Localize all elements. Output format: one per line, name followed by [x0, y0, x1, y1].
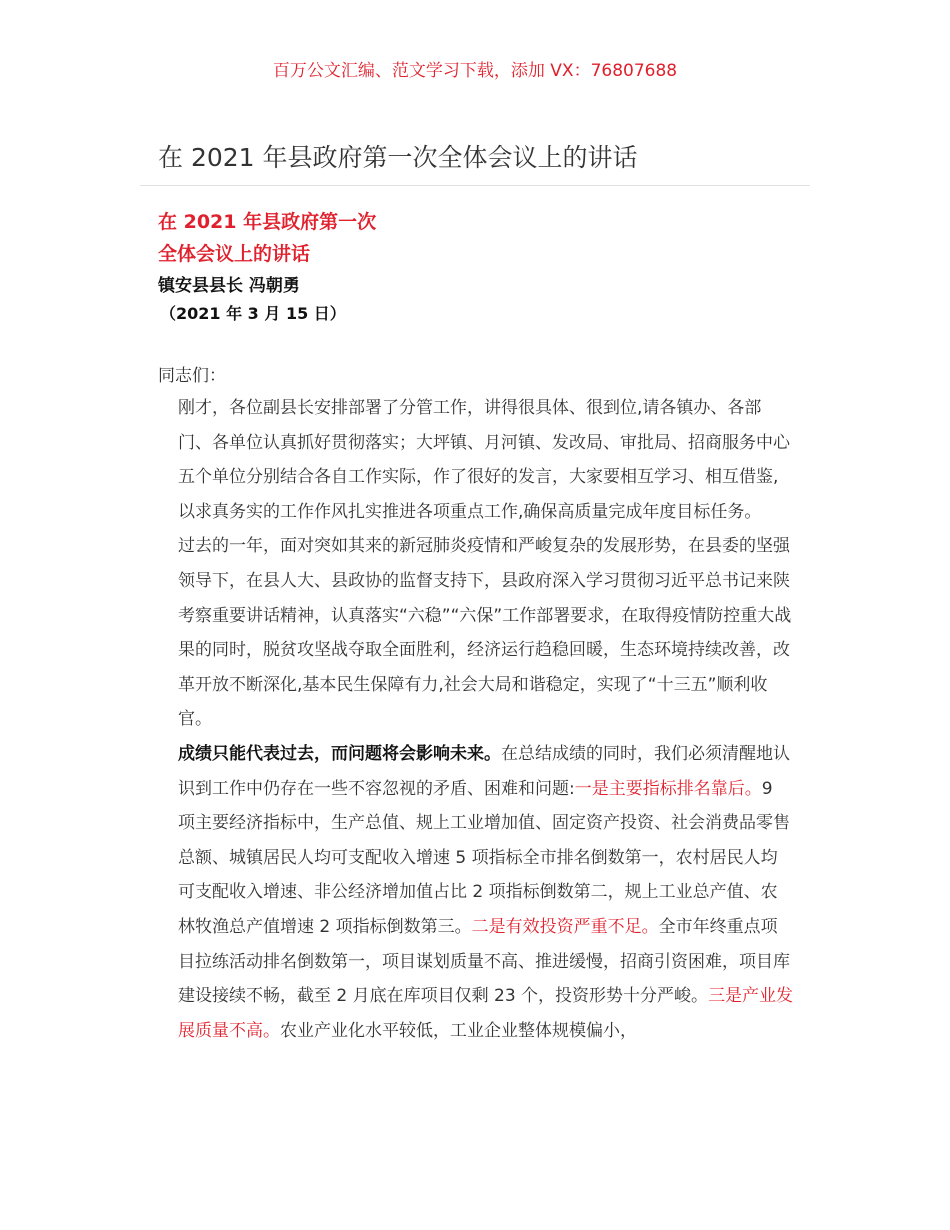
- article-title-line2: 全体会议上的讲话: [158, 243, 311, 265]
- paragraph-3-lead: 成绩只能代表过去，而问题将会影响未来。: [178, 743, 501, 764]
- paragraph-3-text-c: 全市年终重点项目拉练活动排名倒数第一，项目谋划质量不高、推进缓慢，招商引资困难，项目库建设接续不畅，截至 2 月底在库项目仅剩 23 个，投资形势十分严峻。: [178, 916, 790, 1007]
- greeting: 同志们：: [158, 366, 226, 386]
- issue-3-heading: 三是产业发展质量不高。: [178, 986, 794, 1041]
- issue-1-heading: 一是主要指标排名靠后。: [574, 778, 762, 799]
- paragraph-3: [178, 737, 794, 1048]
- paragraph-3-text-b: 9 项主要经济指标中，生产总值、规上工业增加值、固定资产投资、社会消费品零售总额、城镇居民人均可支配收入增速 5 项指标全市排名倒数第一，农村居民人均可支配收入增速、非公经济增加值占比 2 项指标倒数第二，规上工业总产值、农林牧渔总产值增速 2 项指标倒数第三。: [178, 778, 790, 937]
- promo-banner: 百万公文汇编、范文学习下载，添加 VX：76807688: [272, 61, 678, 81]
- article-date: （2021 年 3 月 15 日）: [160, 304, 346, 323]
- paragraph-3-text-a: 在总结成绩的同时，我们必须清醒地认识到工作中仍存在一些不容忽视的矛盾、困难和问题:: [178, 743, 790, 799]
- issue-2-heading: 二是有效投资严重不足。: [471, 916, 659, 937]
- article-title: [158, 206, 376, 270]
- title-divider: [140, 185, 810, 186]
- paragraph-1: 刚才，各位副县长安排部署了分管工作，讲得很具体、很到位,请各镇办、各部门、各单位认真抓好贯彻落实；大坪镇、月河镇、发改局、审批局、招商服务中心五个单位分别结合各自工作实际，作了很好的发言，大家要相互学习、相互借鉴,以求真务实的工作作风扎实推进各项重点工作,确保高质量完成年度目标任务。: [178, 398, 790, 522]
- paragraph-3-text-d: 农业产业化水平较低，工业企业整体规模偏小，: [280, 1020, 637, 1041]
- article-body: [178, 391, 794, 1048]
- article-author: 镇安县县长 冯朝勇: [158, 276, 300, 296]
- document-title: 在 2021 年县政府第一次全体会议上的讲话: [158, 143, 638, 172]
- paragraph-2: 过去的一年，面对突如其来的新冠肺炎疫情和严峻复杂的发展形势，在县委的坚强领导下，在县人大、县政协的监督支持下，县政府深入学习贯彻习近平总书记来陕考察重要讲话精神，认真落实“六稳”“六保”工作部署要求，在取得疫情防控重大战果的同时，脱贫攻坚战夺取全面胜利，经济运行趋稳回暖，生态环境持续改善，改革开放不断深化,基本民生保障有力,社会大局和谐稳定，实现了“十三五”顺利收官。: [178, 536, 792, 730]
- article-title-line1: 在 2021 年县政府第一次: [158, 211, 377, 233]
